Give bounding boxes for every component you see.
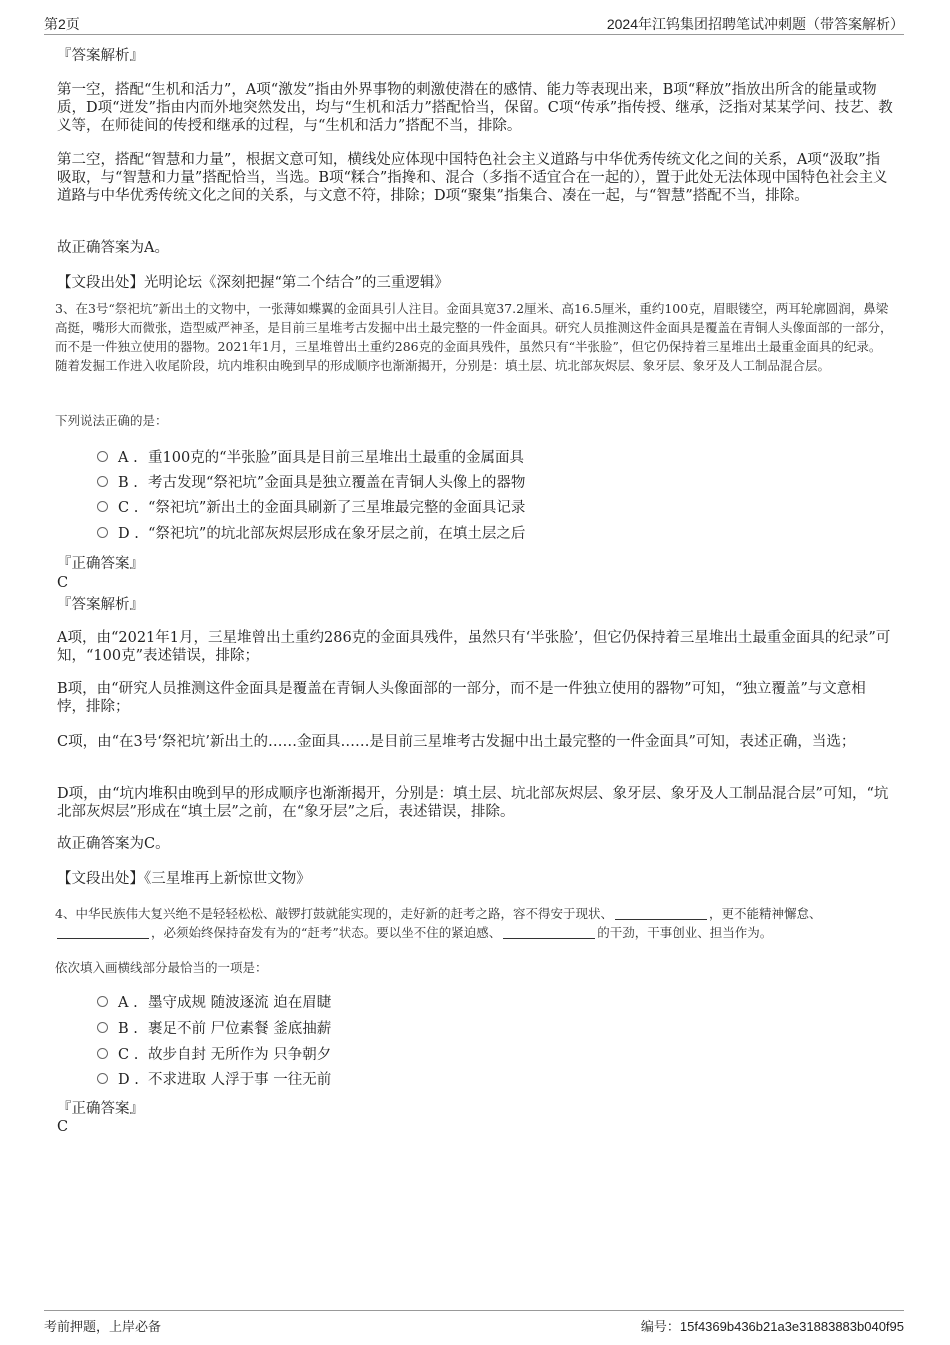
q4-option-c[interactable] bbox=[97, 1045, 331, 1065]
q3-option-d[interactable] bbox=[97, 524, 525, 544]
blank-3[interactable] bbox=[503, 926, 595, 939]
q3-prompt: 下列说法正确的是： bbox=[55, 413, 168, 428]
q4-option-b[interactable] bbox=[97, 1019, 331, 1039]
page-number: 第2页 bbox=[44, 16, 80, 32]
q3-option-a[interactable] bbox=[97, 448, 524, 468]
q2-analysis-label: 『答案解析』 bbox=[57, 48, 144, 64]
option-text: “祭祀坑”的坑北部灰烬层形成在象牙层之前，在填土层之后 bbox=[148, 526, 526, 542]
q3-analysis-c: C项，由“在3号‘祭祀坑’新出土的……金面具……是目前三星堆考古发掘中出土最完整的一件金面具”可知，表述正确，当选； bbox=[57, 734, 856, 750]
radio-icon[interactable] bbox=[97, 501, 108, 512]
q3-answer: C bbox=[57, 575, 69, 591]
q3-answer-label: 『正确答案』 bbox=[57, 556, 144, 572]
radio-icon[interactable] bbox=[97, 1048, 108, 1059]
q4-answer: C bbox=[57, 1119, 69, 1135]
option-letter: C . bbox=[118, 1047, 139, 1063]
q2-analysis-p2: 第二空，搭配“智慧和力量”，根据文意可知，横线处应体现中国特色社会主义道路与中华优秀传统文化之间的关系，A项“汲取”指吸取，与“智慧和力量”搭配恰当，当选。B项“糅合”指搀和、混合（多指不适宜合在一起的），置于此处无法体现中国特色社会主义道路与中华优秀传统文化之间的关系，与文意不符，排除；D项“聚集”指集合、凑在一起，与“智慧”搭配不当，排除。 bbox=[57, 152, 888, 204]
option-letter: A . bbox=[118, 450, 138, 466]
q2-source: 【文段出处】光明论坛《深刻把握“第二个结合”的三重逻辑》 bbox=[57, 275, 449, 291]
option-letter: D . bbox=[118, 1072, 139, 1088]
radio-icon[interactable] bbox=[97, 476, 108, 487]
radio-icon[interactable] bbox=[97, 527, 108, 538]
option-text: 不求进取 人浮于事 一往无前 bbox=[148, 1072, 332, 1088]
q4-stem: 4、中华民族伟大复兴绝不是轻轻松松、敲锣打鼓就能实现的，走好新的赶考之路，容不得安于现状、 ，更不能精神懈怠、，必须始终保持奋发有为的“赶考”状态。要以坐不住的紧迫感、 的干劲，干事创业、担当作为。 bbox=[55, 906, 822, 940]
q4-option-d[interactable] bbox=[97, 1070, 331, 1090]
option-text: 重100克的“半张脸”面具是目前三星堆出土最重的金属面具 bbox=[148, 450, 524, 466]
page-header bbox=[44, 14, 904, 35]
option-text: 墨守成规 随波逐流 迫在眉睫 bbox=[148, 995, 332, 1011]
option-letter: A . bbox=[118, 995, 138, 1011]
q3-analysis-a: A项，由“2021年1月，三星堆曾出土重约286克的金面具残件，虽然只有‘半张脸’，但它仍保持着三星堆出土最重金面具的纪录”可知，“100克”表述错误，排除； bbox=[57, 630, 891, 664]
option-letter: B . bbox=[118, 475, 138, 491]
option-text: 考古发现“祭祀坑”金面具是独立覆盖在青铜人头像上的器物 bbox=[148, 475, 526, 491]
radio-icon[interactable] bbox=[97, 1022, 108, 1033]
q3-conclusion: 故正确答案为C。 bbox=[57, 836, 170, 852]
option-text: “祭祀坑”新出土的金面具刷新了三星堆最完整的金面具记录 bbox=[148, 500, 526, 516]
blank-1[interactable] bbox=[615, 907, 707, 920]
q4-answer-label: 『正确答案』 bbox=[57, 1101, 144, 1117]
option-letter: D . bbox=[118, 526, 139, 542]
page-footer bbox=[44, 1310, 904, 1337]
q2-conclusion: 故正确答案为A。 bbox=[57, 240, 169, 256]
q4-prompt: 依次填入画横线部分最恰当的一项是： bbox=[55, 960, 268, 975]
q3-source: 【文段出处】《三星堆再上新惊世文物》 bbox=[57, 871, 311, 887]
q3-analysis-b: B项，由“研究人员推测这件金面具是覆盖在青铜人头像面部的一部分，而不是一件独立使用的器物”可知，“独立覆盖”与文意相悖，排除； bbox=[57, 681, 866, 715]
q3-option-c[interactable] bbox=[97, 498, 525, 518]
q4-option-a[interactable] bbox=[97, 993, 331, 1013]
option-text: 裹足不前 尸位素餐 釜底抽薪 bbox=[148, 1021, 332, 1037]
q3-analysis-d: D项，由“坑内堆积由晚到早的形成顺序也渐渐揭开，分别是：填土层、坑北部灰烬层、象牙层、象牙及人工制品混合层”可知，“坑北部灰烬层”形成在“填土层”之前，在“象牙层”之后，表述错误，排除。 bbox=[57, 786, 889, 820]
q3-analysis-label: 『答案解析』 bbox=[57, 597, 144, 613]
q3-stem: 3、在3号“祭祀坑”新出土的文物中，一张薄如蝶翼的金面具引人注目。金面具宽37.2厘米、高16.5厘米，重约100克，眉眼镂空，两耳轮廓圆润，鼻梁高挺，嘴形大而微张，造型威严神圣，是目前三星堆考古发掘中出土最完整的一件金面具。研究人员推测这件金面具是覆盖在青铜人头像面部的一部分，而不是一件独立使用的器物。2021年1月，三星堆曾出土重约286克的金面具残件，虽然只有“半张脸”，但它仍保持着三星堆出土最重金面具的纪录。随着发掘工作进入收尾阶段，坑内堆积由晚到早的形成顺序也渐渐揭开，分别是：填土层、坑北部灰烬层、象牙层、象牙及人工制品混合层。 bbox=[55, 301, 893, 373]
q2-analysis-p1: 第一空，搭配“生机和活力”，A项“激发”指由外界事物的刺激使潜在的感情、能力等表现出来，B项“释放”指放出所含的能量或物质，D项“迸发”指由内而外地突然发出，均与“生机和活力”搭配恰当，保留。C项“传承”指传授、继承，泛指对某某学问、技艺、教义等，在师徒间的传授和继承的过程，与“生机和活力”搭配不当，排除。 bbox=[57, 82, 893, 134]
document-code: 编号：15f4369b436b21a3e31883883b040f95 bbox=[640, 1319, 904, 1334]
option-text: 故步自封 无所作为 只争朝夕 bbox=[148, 1047, 332, 1063]
blank-2[interactable] bbox=[57, 926, 149, 939]
radio-icon[interactable] bbox=[97, 996, 108, 1007]
option-letter: C . bbox=[118, 500, 139, 516]
q3-option-b[interactable] bbox=[97, 473, 525, 493]
document-title: 2024年江钨集团招聘笔试冲刺题（带答案解析） bbox=[606, 16, 904, 32]
option-letter: B . bbox=[118, 1021, 138, 1037]
footer-slogan: 考前押题，上岸必备 bbox=[44, 1319, 162, 1334]
radio-icon[interactable] bbox=[97, 451, 108, 462]
radio-icon[interactable] bbox=[97, 1073, 108, 1084]
